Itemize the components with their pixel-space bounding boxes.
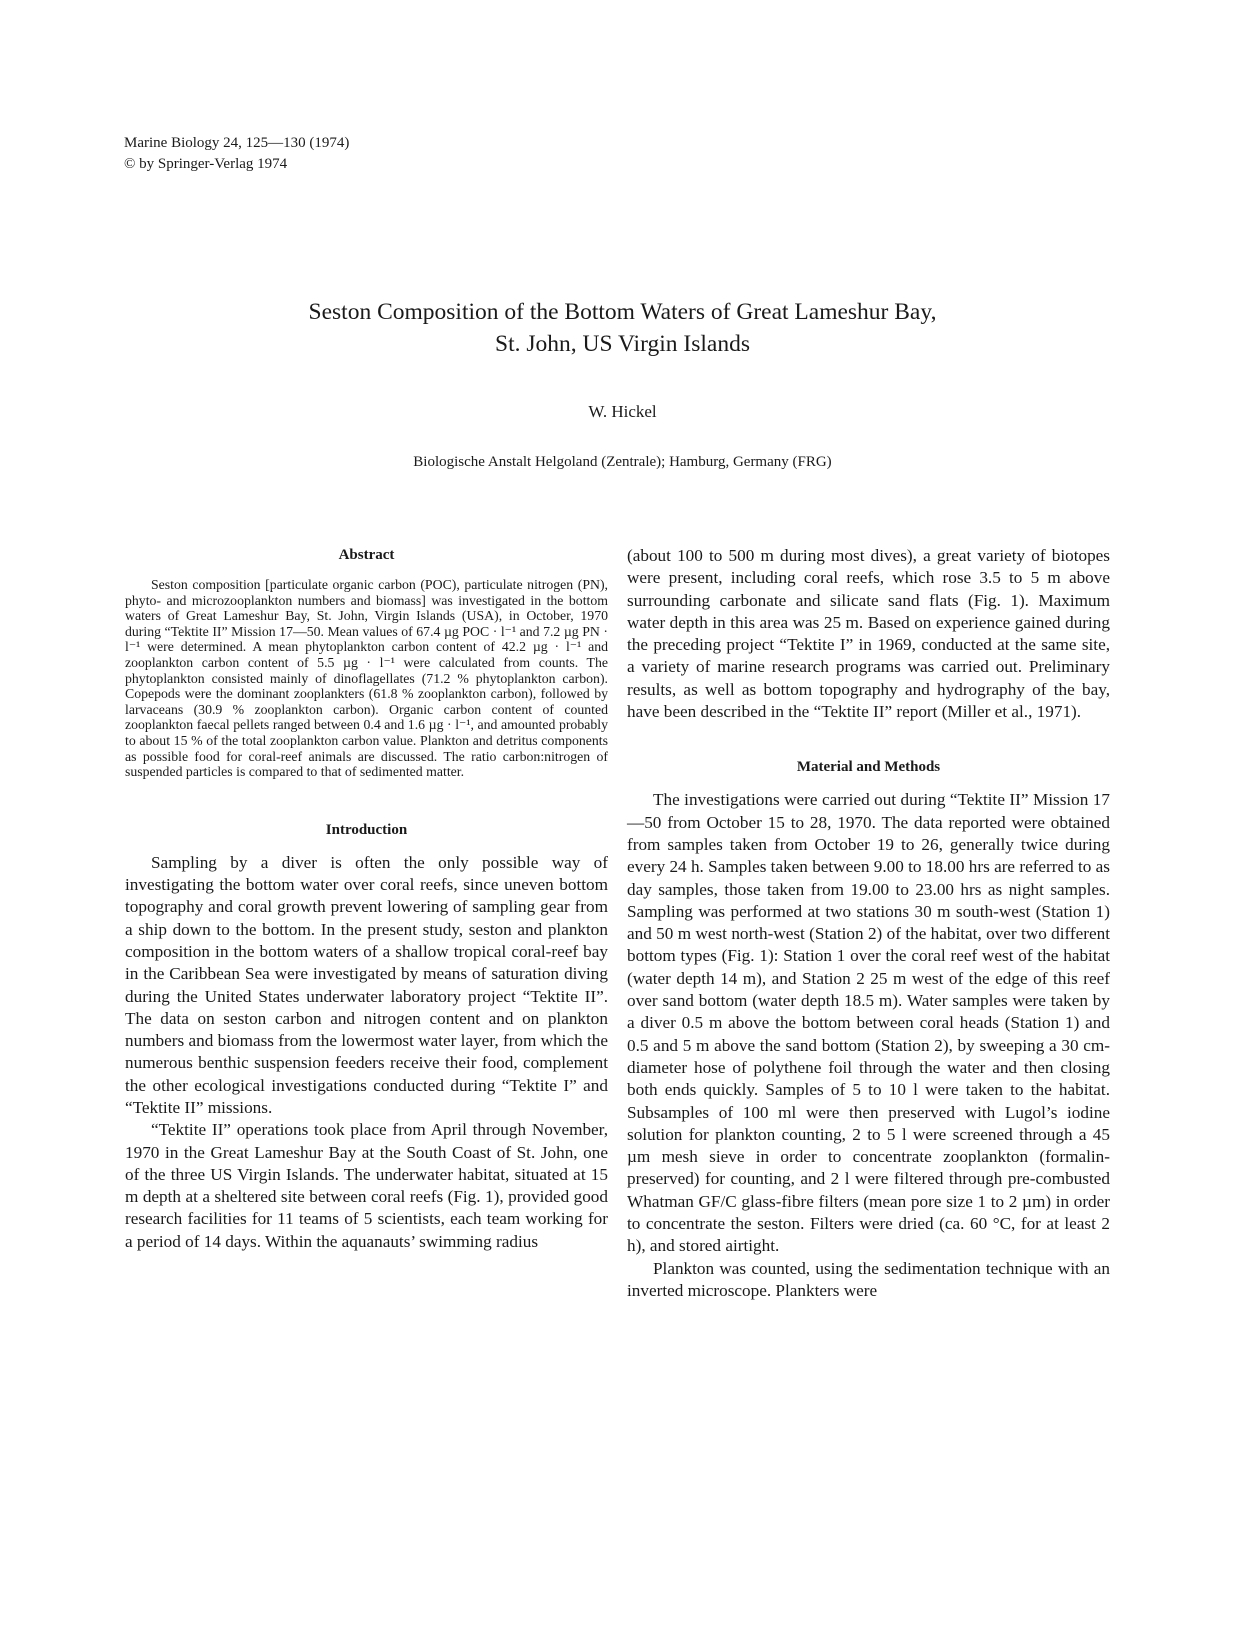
methods-heading: Material and Methods	[796, 759, 941, 776]
abstract-text: Seston composition [particulate organic carbon (POC), particulate nitrogen (PN), phyto- and microzooplankton numbers and biomass] was investigated in the bottom waters of Great Lameshur Bay, St. John, Virgin Islands (USA), in October, 1970 during “Tektite II” Mission 17—50. Mean values of 67.4 µg POC · l⁻¹ and 7.2 µg PN · l⁻¹ were determined. A mean phytoplankton carbon content of 42.2 µg · l⁻¹ and zooplankton carbon content of 5.5 µg · l⁻¹ were calculated from counts. The phytoplankton consisted mainly of dinoflagellates (71.2 % phytoplankton carbon). Copepods were the dominant zooplankters (61.8 % zooplankton carbon), followed by larvaceans (30.9 % zooplankton carbon). Organic carbon content of counted zooplankton faecal pellets ranged between 0.4 and 1.6 µg · l⁻¹, and amounted probably to about 15 % of the total zooplankton carbon value. Plankton and detritus components as possible food for coral-reef animals are discussed. The ratio carbon:nitrogen of suspended particles is compared to that of sedimented matter.	[125, 577, 608, 780]
introduction-paragraph-2-continued: (about 100 to 500 m during most dives), a great variety of biotopes were present, including coral reefs, which rose 3.5 to 5 m above surrounding carbonate and silicate sand flats (Fig. 1). Maximum water depth in this area was 25 m. Based on experience gained during the preceding project “Tektite I” in 1969, conducted at the same site, a variety of marine research programs was carried out. Preliminary results, as well as bottom topography and hydrography of the bay, have been described in the “Tektite II” report (Miller et al., 1971).	[627, 546, 1110, 722]
affiliation: Biologische Anstalt Helgoland (Zentrale); Hamburg, Germany (FRG)	[413, 454, 832, 470]
title-line-1: Seston Composition of the Bottom Waters of Great Lameshur Bay,	[308, 299, 937, 325]
methods-paragraph-1: The investigations were carried out during “Tektite II” Mission 17—50 from October 15 to 28, 1970. The data reported were obtained from samples taken from October 19 to 26, generally twice during every 24 h. Samples taken between 9.00 to 18.00 hrs are referred to as day samples, those taken from 19.00 to 23.00 hrs as night samples. Sampling was performed at two stations 30 m south-west (Station 1) and 50 m west north-west (Station 2) of the habitat, over two different bottom types (Fig. 1): Station 1 over the coral reef west of the habitat (water depth 14 m), and Station 2 25 m west of the edge of this reef over sand bottom (water depth 18.5 m). Water samples were taken by a diver 0.5 m above the bottom between coral heads (Station 1) and 0.5 and 5 m above the sand bottom (Station 2), by sweeping a 30 cm-diameter hose of polythene foil through the water and then closing both ends quickly. Samples of 5 to 10 l were taken to the habitat. Subsamples of 100 ml were then preserved with Lugol’s iodine solution for plankton counting, 2 to 5 l were screened through a 45 µm mesh sieve in order to concentrate zooplankton (formalin-preserved) for counting, and 2 l were filtered through pre-combusted Whatman GF/C glass-fibre filters (mean pore size 1 to 2 µm) in order to concentrate the seston. Filters were dried (ca. 60 °C, for at least 2 h), and stored airtight.	[627, 790, 1110, 1256]
introduction-heading: Introduction	[325, 821, 408, 838]
right-column	[627, 545, 1110, 1302]
methods-paragraph-2: Plankton was counted, using the sedimentation technique with an inverted microscope. Plankters were	[627, 1258, 1110, 1300]
introduction-paragraph-2: “Tektite II” operations took place from April through November, 1970 in the Great Lameshur Bay at the South Coast of St. John, one of the three US Virgin Islands. The underwater habitat, situated at 15 m depth at a sheltered site between coral reefs (Fig. 1), provided good research facilities for 11 teams of 5 scientists, each team working for a period of 14 days. Within the aquanauts’ swimming radius	[125, 1120, 608, 1251]
paper-title	[150, 296, 1095, 360]
journal-citation: Marine Biology 24, 125—130 (1974)	[124, 135, 350, 151]
introduction-paragraph-1: Sampling by a diver is often the only possible way of investigating the bottom water over coral reefs, since uneven bottom topography and coral growth prevent lowering of sampling gear from a ship down to the bottom. In the present study, seston and plankton composition in the bottom waters of a shallow tropical coral-reef bay in the Caribbean Sea were investigated by means of saturation diving during the United States underwater laboratory project “Tektite II”. The data on seston carbon and nitrogen content and on plankton numbers and biomass from the lowermost water layer, from which the numerous benthic suspension feeders receive their food, complement the other ecological investigations conducted during “Tektite I” and “Tektite II” missions.	[125, 852, 608, 1117]
left-column	[125, 545, 608, 1253]
abstract-heading: Abstract	[338, 547, 395, 563]
title-line-2: St. John, US Virgin Islands	[495, 331, 750, 357]
author: W. Hickel	[588, 402, 657, 421]
journal-header	[124, 133, 349, 175]
copyright-notice: © by Springer-Verlag 1974	[124, 156, 288, 172]
